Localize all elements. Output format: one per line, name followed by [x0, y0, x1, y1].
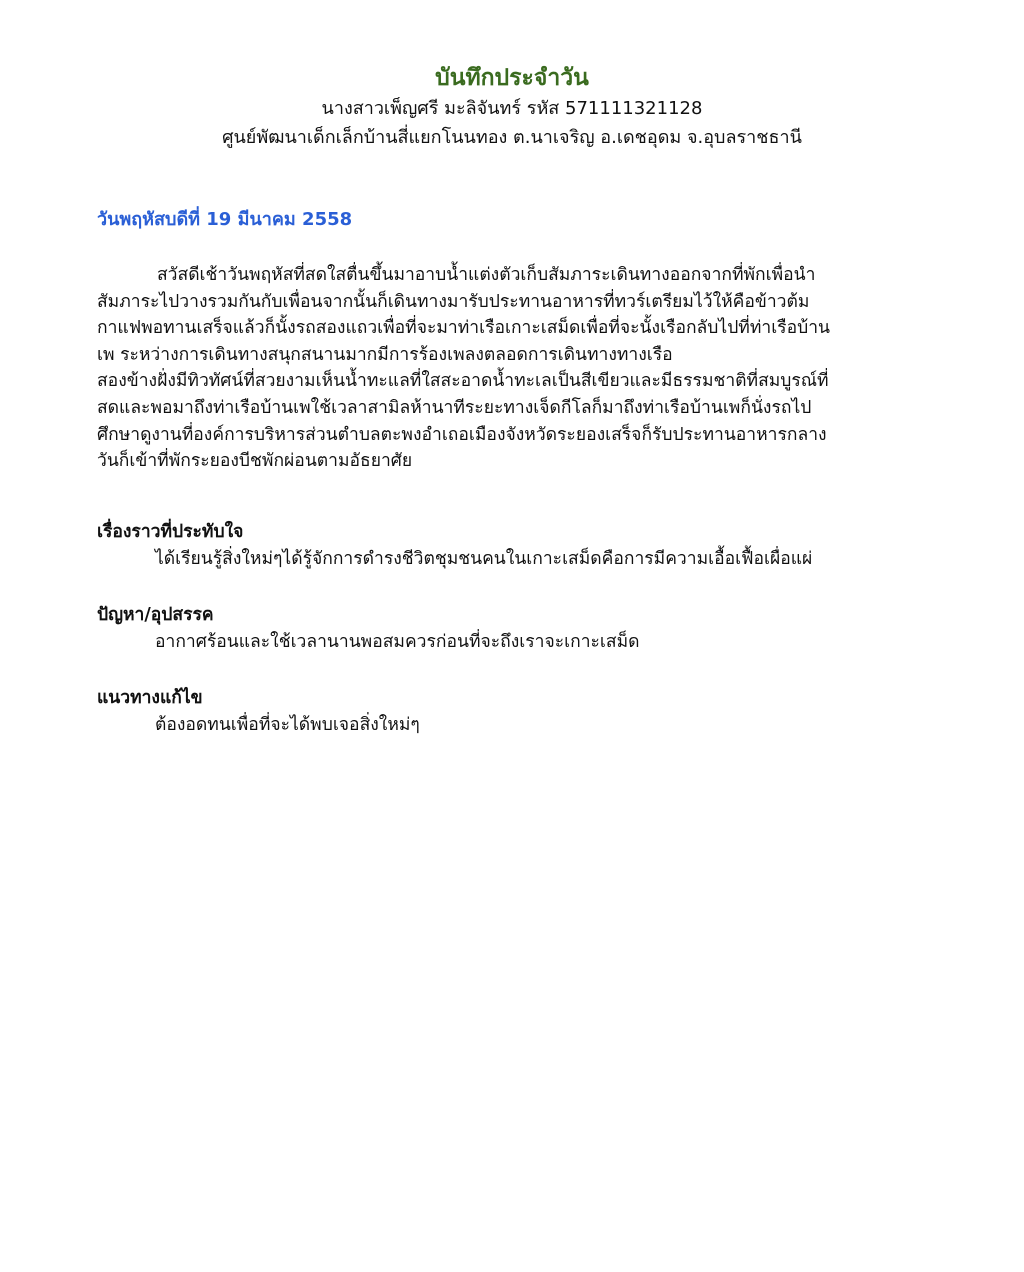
impression-heading: เรื่องราวที่ประทับใจ: [97, 522, 244, 542]
entry-date: วันพฤหัสบดีที่ 19 มีนาคม 2558: [97, 209, 353, 230]
author-line: นางสาวเพ็ญศรี มะลิจันทร์ รหัส 571111321128: [321, 98, 703, 119]
entry-line: สวัสดีเช้าวันพฤหัสที่สดใสตื่นขึ้นมาอาบน้ำแต่งตัวเก็บสัมภาระเดินทางออกจากที่พักเพื่อนำ: [157, 265, 816, 285]
problems-text: อากาศร้อนและใช้เวลานานพอสมควรก่อนที่จะถึงเราจะเกาะเสม็ด: [155, 632, 640, 652]
document-title: บันทึกประจำวัน: [435, 65, 589, 91]
solutions-heading: แนวทางแก้ไข: [97, 688, 203, 708]
organization-line: ศูนย์พัฒนาเด็กเล็กบ้านสี่แยกโนนทอง ต.นาเจริญ อ.เดชอุดม จ.อุบลราชธานี: [222, 127, 802, 148]
impression-text: ได้เรียนรู้สิ่งใหม่ๆได้รู้จักการดำรงชีวิตชุมชนคนในเกาะเสม็ดคือการมีความเอื้อเฟื้อเผื่อแผ่: [155, 549, 813, 569]
problems-section: [97, 602, 927, 656]
entry-line: ศึกษาดูงานที่องค์การบริหารส่วนตำบลตะพงอำเถอเมืองจังหวัดระยองเสร็จก็รับประทานอาหารกลาง: [97, 424, 827, 445]
entry-line: กาแฟพอทานเสร็จแล้วก็นั้งรถสองแถวเพื่อที่จะมาท่าเรือเกาะเสม็ดเพื่อที่จะนั้งเรือกลับไปที่ท่าเรือบ้าน: [97, 318, 830, 339]
solutions-section: [97, 685, 927, 739]
entry-line: สดและพอมาถึงท่าเรือบ้านเพใช้เวลาสามิลห้านาทีระยะทางเจ็ดกีโลก็มาถึงท่าเรือบ้านเพก็นั่งรถไป: [97, 397, 812, 418]
solutions-text: ต้องอดทนเพื่อที่จะได้พบเจอสิ่งใหม่ๆ: [155, 715, 420, 735]
document-header: [0, 62, 1024, 152]
entry-line: สัมภาระไปวางรวมกันกับเพื่อนจากนั้นก็เดินทางมารับประทานอาหารที่ทวร์เตรียมไว้ให้คือข้าวต้ม: [97, 291, 810, 312]
entry-line: สองข้างฝั่งมีทิวทัศน์ที่สวยงามเห็นน้ำทะแลที่ใสสะอาดน้ำทะเลเป็นสีเขียวและมีธรรมชาติที่สมบูรณ์ที่: [97, 371, 829, 392]
entry-line: วันก็เข้าที่พักระยองบีชพักผ่อนตามอัธยาศัย: [97, 451, 413, 472]
entry-line: เพ ระหว่างการเดินทางสนุกสนานมากมีการร้องเพลงตลอดการเดินทางทางเรือ: [97, 344, 673, 365]
entry-body: [97, 262, 927, 475]
problems-heading: ปัญหา/อุปสรรค: [97, 605, 214, 625]
impression-section: [97, 519, 927, 573]
